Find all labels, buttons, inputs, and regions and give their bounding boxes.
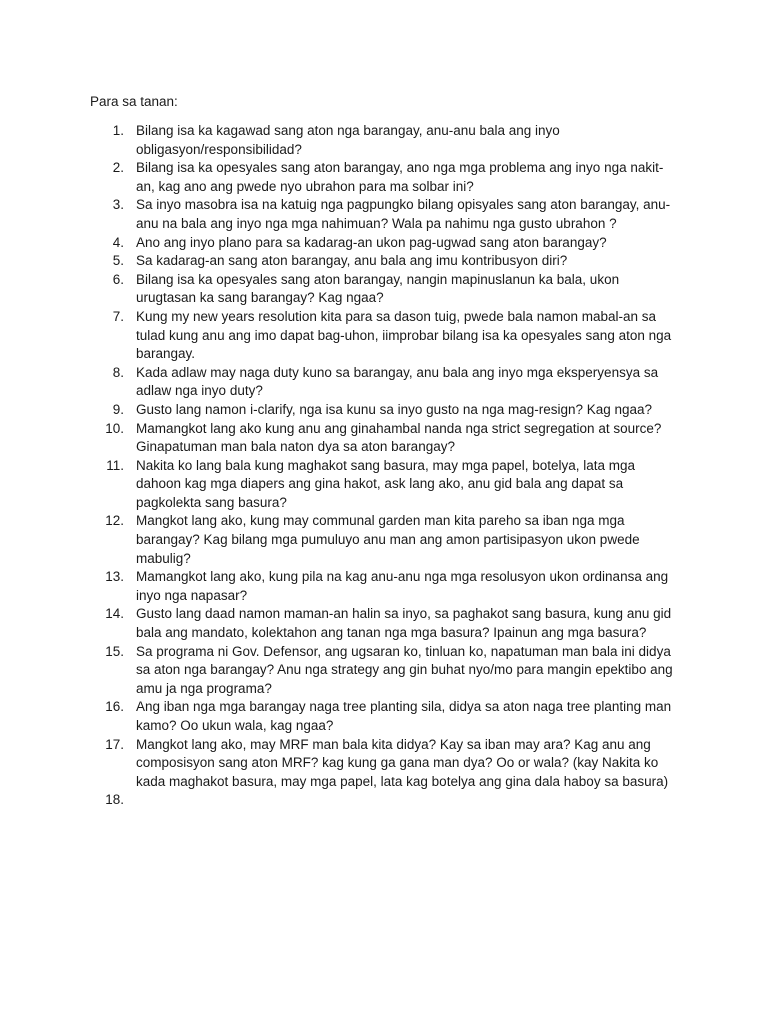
question-item (0, 605, 676, 642)
question-text: Bilang isa ka opesyales sang aton barangay, ano nga mga problema ang inyo nga nakit-an, kag ano ang pwede nyo ubrahon para ma solbar ini? (136, 160, 664, 194)
question-text (136, 791, 676, 810)
question-number: 12. (105, 513, 124, 529)
question-text: Bilang isa ka kagawad sang aton nga barangay, anu-anu bala ang inyo obligasyon/responsibilidad? (136, 123, 560, 157)
question-number: 14. (105, 606, 124, 622)
question-text: Nakita ko lang bala kung maghakot sang basura, may mga papel, botelya, lata mga dahoon kag mga diapers ang gina hakot, ask lang ako, anu gid bala ang dapat sa pagkolekta sang basura? (136, 457, 636, 510)
question-item (0, 420, 676, 457)
question-item (0, 234, 676, 253)
question-item (0, 159, 676, 196)
question-list (0, 122, 768, 810)
question-item (0, 736, 676, 792)
question-text: Mamangkot lang ako, kung pila na kag anu-anu nga mga resolusyon ukon ordinansa ang inyo nga napasar? (136, 569, 669, 603)
question-text: Ang iban nga mga barangay naga tree planting sila, didya sa aton naga tree planting man kamo? Oo ukun wala, kag ngaa? (136, 699, 672, 733)
question-number: 7. (112, 308, 124, 324)
question-text: Kung my new years resolution kita para sa dason tuig, pwede bala namon mabal-an sa tulad kung anu ang imo dapat bag-uhon, iimprobar bilang isa ka opesyales sang aton nga barangay. (136, 308, 672, 362)
question-text: Gusto lang daad namon maman-an halin sa inyo, sa paghakot sang basura, kung anu gid bala ang mandato, kolektahon ang tanan nga mga basura? Ipainun ang mga basura? (136, 606, 672, 641)
question-number: 16. (105, 699, 124, 715)
question-item (0, 698, 676, 735)
question-item (0, 457, 676, 513)
question-number: 6. (112, 271, 124, 287)
question-number: 17. (105, 736, 124, 752)
question-number: 15. (105, 643, 124, 659)
question-text: Gusto lang namon i-clarify, nga isa kunu sa inyo gusto na nga mag-resign? Kag ngaa? (136, 401, 653, 417)
question-text: Sa inyo masobra isa na katuig nga pagpungko bilang opisyales sang aton barangay, anu-anu na bala ang inyo nga mga nahimuan? Wala pa nahimu nga gusto ubrahon ? (136, 197, 671, 231)
question-text: Mamangkot lang ako kung anu ang ginahambal nanda nga strict segregation at source? Ginapatuman man bala naton dya sa aton barangay? (136, 420, 662, 455)
question-number: 3. (112, 197, 124, 213)
question-item (0, 122, 676, 159)
question-number: 1. (112, 123, 124, 138)
question-number: 4. (112, 234, 124, 250)
question-text: Ano ang inyo plano para sa kadarag-an ukon pag-ugwad sang aton barangay? (136, 234, 607, 250)
question-item (0, 196, 676, 233)
question-text: Sa programa ni Gov. Defensor, ang ugsaran ko, tinluan ko, napatuman man bala ini didya sa aton nga barangay? Anu nga strategy ang gin buhat nyo/mo para mangin epektibo ang amu ja nga programa? (136, 643, 673, 696)
question-item (0, 401, 676, 420)
question-number: 8. (112, 364, 124, 380)
question-number: 11. (106, 457, 124, 473)
question-text: Mangkot lang ako, kung may communal garden man kita pareho sa iban nga mga barangay? Kag bilang mga pumuluyo anu man ang amon partisipasyon ukon pwede mabulig? (136, 513, 640, 566)
question-item (0, 252, 676, 271)
question-number: 9. (112, 401, 124, 417)
question-number: 5. (112, 253, 124, 269)
question-item (0, 364, 676, 401)
question-item (0, 791, 676, 810)
question-text: Mangkot lang ako, may MRF man bala kita didya? Kay sa iban may ara? Kag anu ang composisyon sang aton MRF? kag kung ga gana man dya? Oo or wala? (kay Nakita ko kada maghakot basura, may mga papel, lata kag botelya ang gina dala haboy sa basura) (136, 736, 669, 789)
question-number: 2. (112, 160, 124, 176)
question-text: Bilang isa ka opesyales sang aton barangay, nangin mapinuslanun ka bala, ukon urugtasan ka sang barangay? Kag ngaa? (136, 271, 620, 306)
document-heading: Para sa tanan: (90, 94, 178, 109)
question-item (0, 308, 676, 364)
question-item (0, 643, 676, 699)
question-text: Kada adlaw may naga duty kuno sa barangay, anu bala ang inyo mga eksperyensya sa adlaw nga inyo duty? (136, 364, 659, 399)
question-item (0, 271, 676, 308)
question-number: 13. (105, 569, 124, 585)
question-number: 18. (105, 792, 124, 808)
question-number: 10. (105, 420, 124, 436)
question-item (0, 568, 676, 605)
question-item (0, 512, 676, 568)
question-text: Sa kadarag-an sang aton barangay, anu bala ang imu kontribusyon diri? (136, 253, 568, 269)
